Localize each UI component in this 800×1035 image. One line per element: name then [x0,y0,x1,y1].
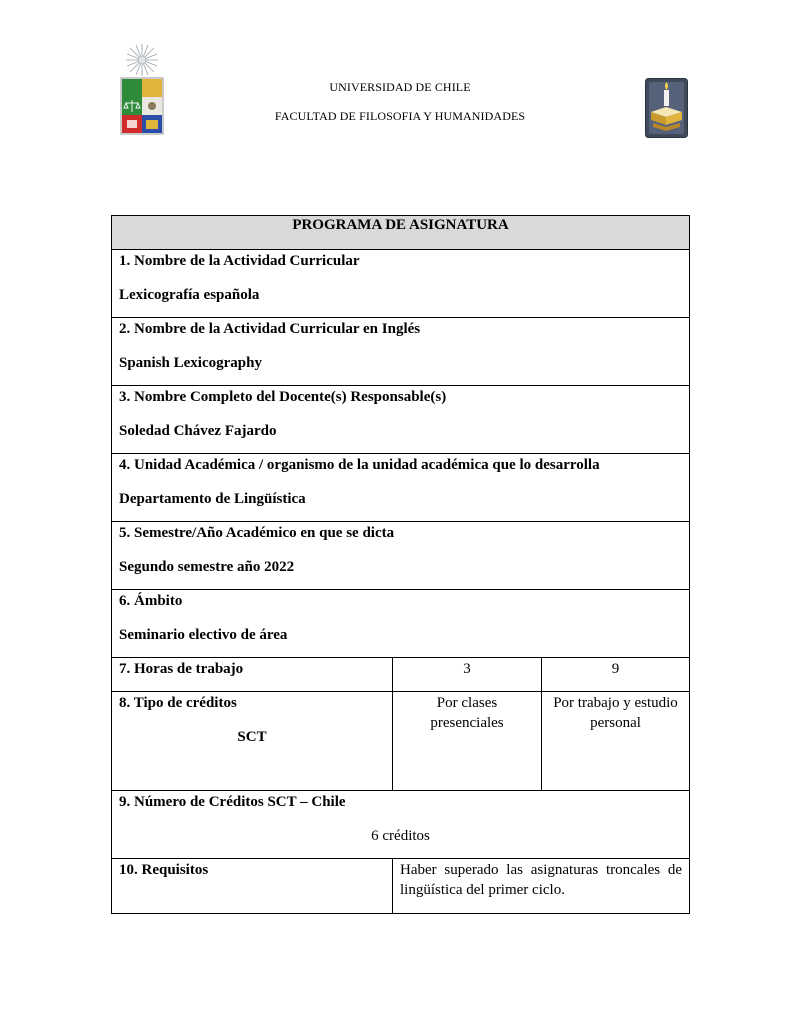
section-5-label: 5. Semestre/Año Académico en que se dicta [119,525,395,541]
section-1-value: Lexicografía española [119,287,260,303]
section-7-label: 7. Horas de trabajo [112,658,393,692]
section-3 [112,386,690,454]
section-6-label: 6. Ámbito [119,593,183,609]
section-2 [112,318,690,386]
section-2-label: 2. Nombre de la Actividad Curricular en Inglés [119,321,421,337]
university-name: UNIVERSIDAD DE CHILE [329,80,471,94]
section-6-value: Seminario electivo de área [119,627,288,643]
hours-presencial: 3 [393,658,542,692]
section-5-value: Segundo semestre año 2022 [119,559,295,575]
program-table [111,215,690,914]
section-4-value: Departamento de Lingüística [119,491,306,507]
section-2-value: Spanish Lexicography [119,355,262,371]
section-1-label: 1. Nombre de la Actividad Curricular [119,253,360,269]
section-5 [112,522,690,590]
section-9-label: 9. Número de Créditos SCT – Chile [119,794,346,810]
hours-personal: 9 [542,658,690,692]
section-6 [112,590,690,658]
section-4-label: 4. Unidad Académica / organismo de la unidad académica que lo desarrolla [119,457,600,473]
section-1 [112,250,690,318]
section-9 [112,791,690,859]
section-8-value: SCT [237,729,267,745]
section-4 [112,454,690,522]
section-10-value: Haber superado las asignaturas troncales de lingüística del primer ciclo. [393,859,690,914]
section-3-value: Soledad Chávez Fajardo [119,423,277,439]
section-9-value: 6 créditos [371,828,430,844]
section-8 [112,692,393,791]
program-title: PROGRAMA DE ASIGNATURA [112,216,690,250]
credit-type-personal: Por trabajo y estudio personal [542,692,690,791]
section-10-label: 10. Requisitos [112,859,393,914]
faculty-name: FACULTAD DE FILOSOFIA Y HUMANIDADES [274,109,526,123]
section-8-label: 8. Tipo de créditos [119,695,237,711]
credit-type-presencial: Por clases presenciales [393,692,542,791]
section-3-label: 3. Nombre Completo del Docente(s) Responsable(s) [119,389,447,405]
